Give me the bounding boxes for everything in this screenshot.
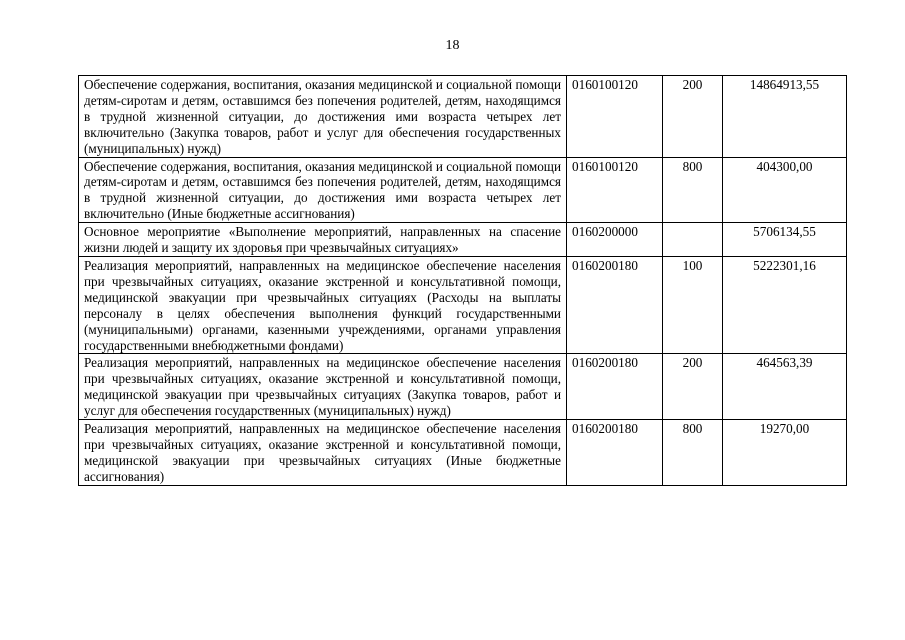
row-amount: 5706134,55 xyxy=(723,223,847,257)
table-row xyxy=(79,76,847,158)
table-row xyxy=(79,256,847,353)
row-expense-type: 800 xyxy=(663,420,723,486)
row-expense-type: 200 xyxy=(663,354,723,420)
row-target-code: 0160200000 xyxy=(567,223,663,257)
row-amount: 14864913,55 xyxy=(723,76,847,158)
row-description: Реализация мероприятий, направленных на медицинское обеспечение населения при чрезвычайных ситуациях, оказание экстренной и консультативной помощи, медицинской эвакуации при чрезвычайных ситуациях (Закупка товаров, работ и услуг для обеспечения государственных (муниципальных) нужд) xyxy=(79,354,567,420)
row-amount: 19270,00 xyxy=(723,420,847,486)
row-target-code: 0160100120 xyxy=(567,157,663,223)
row-amount: 404300,00 xyxy=(723,157,847,223)
row-amount: 464563,39 xyxy=(723,354,847,420)
row-target-code: 0160200180 xyxy=(567,354,663,420)
table-row xyxy=(79,157,847,223)
row-description: Обеспечение содержания, воспитания, оказания медицинской и социальной помощи детям-сиротам и детям, оставшимся без попечения родителей, детям, находящимся в трудной жизненной ситуации, до достижения ими возраста четырех лет включительно (Закупка товаров, работ и услуг для обеспечения государственных (муниципальных) нужд) xyxy=(79,76,567,158)
row-expense-type: 800 xyxy=(663,157,723,223)
page-number: 18 xyxy=(445,38,460,53)
row-expense-type xyxy=(663,223,723,257)
row-target-code: 0160200180 xyxy=(567,420,663,486)
table-row xyxy=(79,354,847,420)
row-expense-type: 200 xyxy=(663,76,723,158)
table-row xyxy=(79,223,847,257)
row-description: Реализация мероприятий, направленных на медицинское обеспечение населения при чрезвычайных ситуациях, оказание экстренной и консультативной помощи, медицинской эвакуации при чрезвычайных ситуациях (Иные бюджетные ассигнования) xyxy=(79,420,567,486)
row-target-code: 0160200180 xyxy=(567,256,663,353)
row-target-code: 0160100120 xyxy=(567,76,663,158)
row-amount: 5222301,16 xyxy=(723,256,847,353)
row-expense-type: 100 xyxy=(663,256,723,353)
row-description: Основное мероприятие «Выполнение мероприятий, направленных на спасение жизни людей и защиту их здоровья при чрезвычайных ситуациях» xyxy=(79,223,567,257)
row-description: Реализация мероприятий, направленных на медицинское обеспечение населения при чрезвычайных ситуациях, оказание экстренной и консультативной помощи, медицинской эвакуации при чрезвычайных ситуациях (Расходы на выплаты персоналу в целях обеспечения выполнения функций государственными (муниципальными) органами, казенными учреждениями, органами управления государственными внебюджетными фондами) xyxy=(79,256,567,353)
budget-table xyxy=(78,75,847,486)
row-description: Обеспечение содержания, воспитания, оказания медицинской и социальной помощи детям-сиротам и детям, оставшимся без попечения родителей, детям, находящимся в трудной жизненной ситуации, до достижения ими возраста четырех лет включительно (Иные бюджетные ассигнования) xyxy=(79,157,567,223)
table-row xyxy=(79,420,847,486)
